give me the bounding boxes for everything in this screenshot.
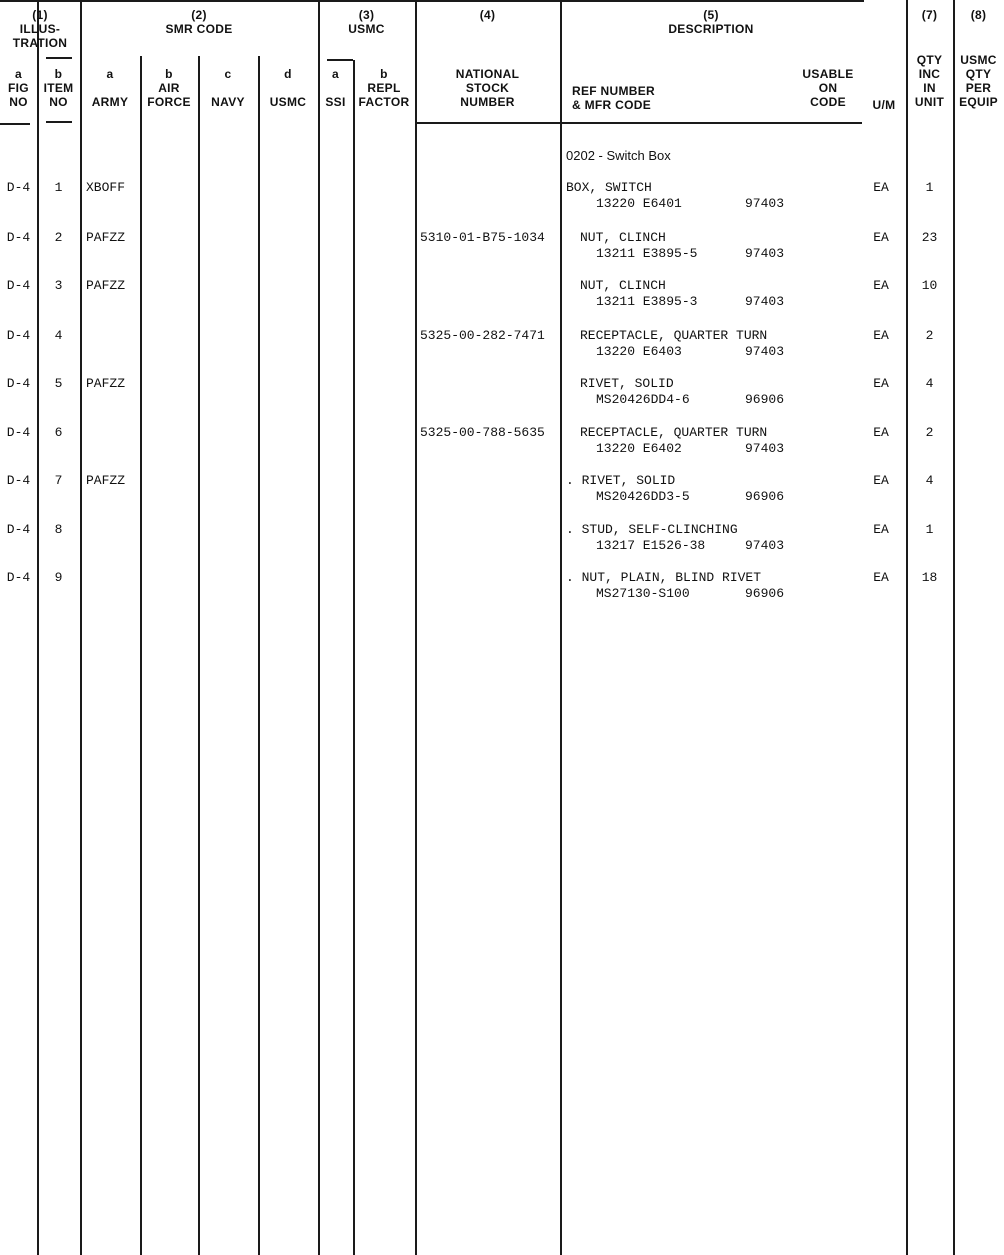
um: EA: [873, 180, 889, 195]
nsn: 5325-00-282-7471: [420, 328, 545, 343]
ref-number: MS27130-S100: [596, 586, 690, 601]
col-smr-code-header: (2) SMR CODE: [165, 8, 233, 36]
table-row: [0, 328, 1004, 368]
fig-no: D-4: [6, 180, 31, 195]
mfr-code: 97403: [745, 246, 785, 261]
table-row: [0, 522, 1004, 562]
mfr-code: 97403: [745, 441, 785, 456]
navy-header: c NAVY: [211, 67, 245, 109]
fig-no-header: a FIG NO: [8, 67, 29, 109]
item-no: 5: [54, 376, 63, 391]
item-no-header: b ITEM NO: [43, 67, 74, 109]
qty: 18: [921, 570, 938, 585]
table-row: [0, 570, 1004, 610]
fig-no: D-4: [6, 230, 31, 245]
item-no: 7: [54, 473, 63, 488]
um: EA: [873, 328, 889, 343]
um: EA: [873, 425, 889, 440]
table-row: [0, 180, 1004, 220]
item-no: 2: [54, 230, 63, 245]
nsn: 5310-01-B75-1034: [420, 230, 545, 245]
fig-no: D-4: [6, 278, 31, 293]
nsn-header: NATIONAL STOCK NUMBER: [455, 67, 520, 109]
col-4-header: (4): [479, 8, 496, 22]
part-name: . NUT, PLAIN, BLIND RIVET: [566, 570, 762, 585]
army-code: XBOFF: [86, 180, 126, 195]
um: EA: [873, 230, 889, 245]
qty: 1: [925, 180, 934, 195]
col-description-header: (5) DESCRIPTION: [668, 8, 754, 36]
um: EA: [873, 278, 889, 293]
col-8-header: (8): [970, 8, 987, 22]
part-name: NUT, CLINCH: [580, 230, 666, 245]
qty: 2: [925, 328, 934, 343]
ref-number: 13220 E6403: [596, 344, 682, 359]
fig-no: D-4: [6, 570, 31, 585]
qty: 23: [921, 230, 938, 245]
army-code: PAFZZ: [86, 473, 126, 488]
table-row: [0, 425, 1004, 465]
qty: 4: [925, 376, 934, 391]
usmc-qty-header: USMC QTY PER EQUIP: [959, 53, 998, 109]
ref-number: 13217 E1526-38: [596, 538, 706, 553]
fig-no: D-4: [6, 425, 31, 440]
qty: 2: [925, 425, 934, 440]
qty: 4: [925, 473, 934, 488]
army-code: PAFZZ: [86, 278, 126, 293]
item-no: 6: [54, 425, 63, 440]
army-code: PAFZZ: [86, 376, 126, 391]
mfr-code: 97403: [745, 196, 785, 211]
mfr-code: 96906: [745, 392, 785, 407]
army-header: a ARMY: [91, 67, 129, 109]
mfr-code: 97403: [745, 538, 785, 553]
ref-number: 13211 E3895-3: [596, 294, 698, 309]
table-row: [0, 230, 1004, 270]
um: EA: [873, 522, 889, 537]
item-no: 1: [54, 180, 63, 195]
part-name: . STUD, SELF-CLINCHING: [566, 522, 738, 537]
col-illustration-header: (1) ILLUS- TRATION: [12, 8, 68, 50]
part-name: BOX, SWITCH: [566, 180, 652, 195]
mfr-code: 96906: [745, 586, 785, 601]
air-force-header: b AIR FORCE: [147, 67, 191, 109]
ssi-header: a SSI: [325, 67, 346, 109]
item-no: 9: [54, 570, 63, 585]
ref-number: 13211 E3895-5: [596, 246, 698, 261]
ref-number-header: REF NUMBER & MFR CODE: [572, 84, 655, 112]
group-title: 0202 - Switch Box: [566, 148, 671, 163]
item-no: 8: [54, 522, 63, 537]
fig-no: D-4: [6, 376, 31, 391]
item-no: 3: [54, 278, 63, 293]
ref-number: 13220 E6401: [596, 196, 682, 211]
ref-number: MS20426DD3-5: [596, 489, 690, 504]
um: EA: [873, 376, 889, 391]
mfr-code: 96906: [745, 489, 785, 504]
fig-no: D-4: [6, 328, 31, 343]
part-name: RECEPTACLE, QUARTER TURN: [580, 425, 768, 440]
table-row: [0, 473, 1004, 513]
um: EA: [873, 473, 889, 488]
col-7-header: (7): [921, 8, 938, 22]
qty: 1: [925, 522, 934, 537]
ref-number: MS20426DD4-6: [596, 392, 690, 407]
fig-no: D-4: [6, 522, 31, 537]
part-name: NUT, CLINCH: [580, 278, 666, 293]
usable-on-code-header: USABLE ON CODE: [802, 67, 854, 109]
um-header: U/M: [872, 98, 896, 112]
table-row: [0, 376, 1004, 416]
part-name: . RIVET, SOLID: [566, 473, 676, 488]
nsn: 5325-00-788-5635: [420, 425, 545, 440]
army-code: PAFZZ: [86, 230, 126, 245]
ref-number: 13220 E6402: [596, 441, 682, 456]
item-no: 4: [54, 328, 63, 343]
qty: 10: [921, 278, 938, 293]
part-name: RECEPTACLE, QUARTER TURN: [580, 328, 768, 343]
fig-no: D-4: [6, 473, 31, 488]
table-row: [0, 278, 1004, 318]
part-name: RIVET, SOLID: [580, 376, 674, 391]
usmc-smr-header: d USMC: [269, 67, 307, 109]
mfr-code: 97403: [745, 344, 785, 359]
col-usmc-header: (3) USMC: [348, 8, 385, 36]
mfr-code: 97403: [745, 294, 785, 309]
um: EA: [873, 570, 889, 585]
qty-inc-header: QTY INC IN UNIT: [914, 53, 945, 109]
repl-factor-header: b REPL FACTOR: [358, 67, 410, 109]
